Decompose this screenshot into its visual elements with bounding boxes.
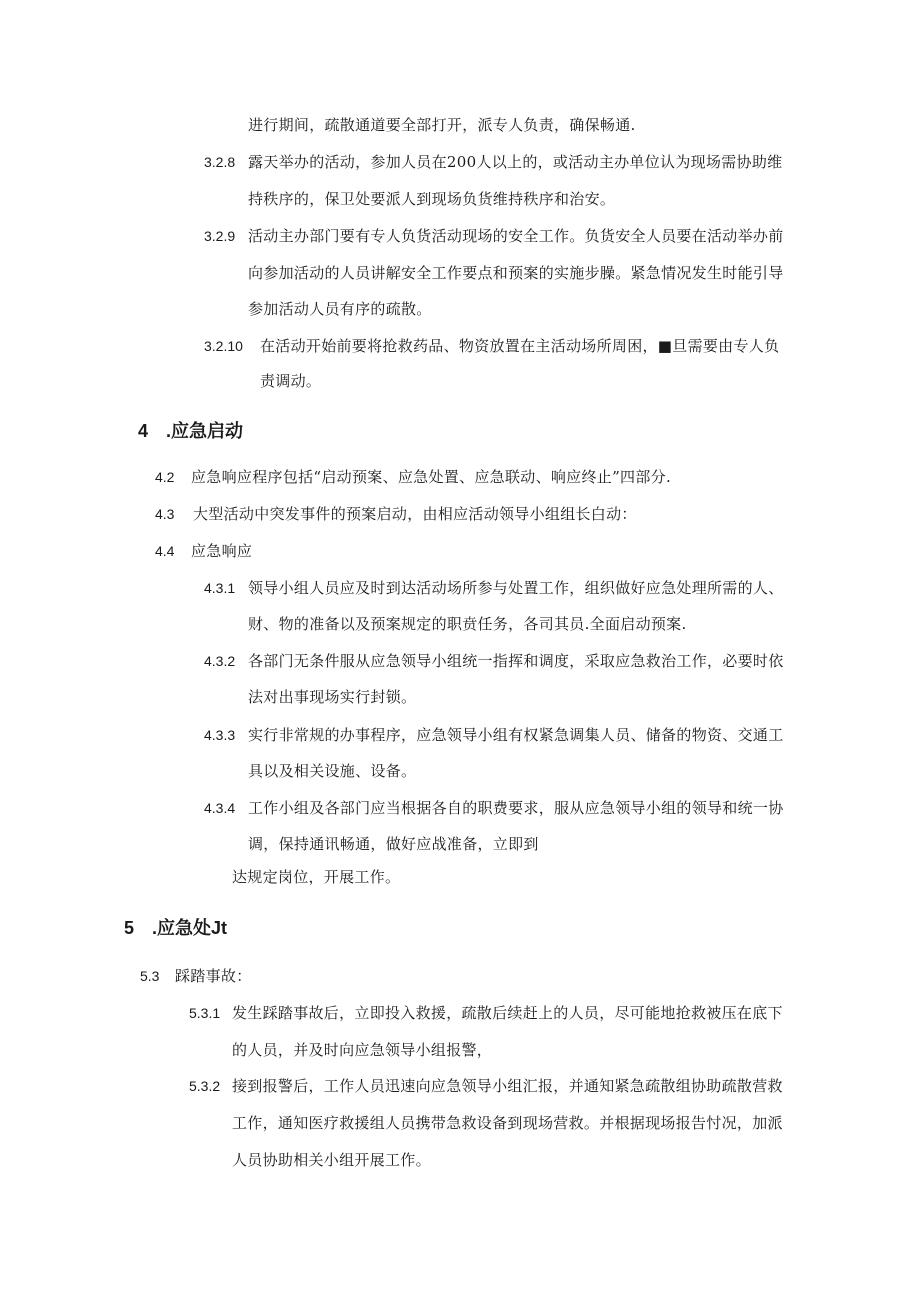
clause-5-3-text: 踩踏事故： bbox=[175, 967, 252, 985]
clause-4-3-3-line-2: 具以及相关设施、设备。 bbox=[248, 762, 417, 780]
clause-number-4-2: 4.2 bbox=[155, 469, 175, 485]
clause-4-4-text: 应急响应 bbox=[191, 542, 253, 560]
clause-4-3-4-line-3: 达规定岗位，开展工作。 bbox=[232, 868, 401, 886]
clause-number-3-2-9: 3.2.9 bbox=[204, 228, 236, 244]
clause-3-2-10-line-2: 责调动。 bbox=[260, 372, 322, 390]
clause-number-4-3: 4.3 bbox=[155, 506, 175, 522]
clause-number-4-4: 4.4 bbox=[155, 543, 175, 559]
clause-4-3-2-line-2: 法对出事现场实行封锁。 bbox=[248, 688, 417, 706]
clause-3-2-9-line-1: 活动主办部门要有专人负货活动现场的安全工作。负货安全人员要在活动举办前 bbox=[248, 227, 784, 245]
clause-number-4-3-1: 4.3.1 bbox=[204, 580, 236, 596]
clause-number-5-3: 5.3 bbox=[140, 968, 160, 984]
clause-number-4-3-4: 4.3.4 bbox=[204, 800, 236, 816]
clause-number-4-3-3: 4.3.3 bbox=[204, 727, 236, 743]
clause-number-4-3-2: 4.3.2 bbox=[204, 653, 236, 669]
clause-4-3-text: 大型活动中突发事件的预案启动，由相应活动领导小组组长白动： bbox=[193, 505, 637, 523]
clause-5-3-2-line-1: 接到报警后，工作人员迅速向应急领导小组汇报，并通知紧急疏散组协助疏散营救 bbox=[232, 1077, 783, 1095]
clause-5-3-2-line-3: 人员协助相关小组开展工作。 bbox=[232, 1151, 431, 1169]
clause-number-5-3-1: 5.3.1 bbox=[189, 1005, 221, 1021]
clause-3-2-9-line-3: 参加活动人员有序的疏散。 bbox=[248, 300, 432, 318]
clause-4-3-4-line-1: 工作小组及各部门应当根据各自的职费要求，服从应急领导小组的领导和统一协 bbox=[248, 799, 784, 817]
clause-4-3-3-line-1: 实行非常规的办事程序，应急领导小组有权紧急调集人员、储备的物资、交通工 bbox=[248, 726, 784, 744]
clause-5-3-1-line-1: 发生踩踏事故后，立即投入救援，疏散后续赶上的人员，尽可能地抢救被压在底下 bbox=[232, 1004, 783, 1022]
clause-number-3-2-10: 3.2.10 bbox=[204, 338, 243, 354]
clause-4-3-1-line-1: 领导小组人员应及时到达活动场所参与处置工作，组织做好应急处理所需的人、 bbox=[248, 579, 784, 597]
section-5-heading: 5 .应急处Jt bbox=[124, 918, 228, 938]
clause-number-5-3-2: 5.3.2 bbox=[189, 1078, 221, 1094]
clause-3-2-8-line-2: 持秩序的，保卫处要派人到现场负货维持秩序和治安。 bbox=[248, 190, 616, 208]
clause-3-2-9-line-2: 向参加活动的人员讲解安全工作要点和预案的实施步臊。紧急情况发生时能引导 bbox=[248, 264, 784, 282]
clause-5-3-2-line-2: 工作，通知医疗救援组人员携带急救设备到现场营救。并根据现场报告忖况，加派 bbox=[232, 1114, 783, 1132]
clause-number-3-2-8: 3.2.8 bbox=[204, 154, 236, 170]
section-4-heading: 4 .应急启动 bbox=[138, 421, 244, 441]
paragraph-continuation: 进行期间，疏散通道要全部打开，派专人负责，确保畅通. bbox=[248, 116, 636, 134]
clause-4-3-1-line-2: 财、物的准备以及预案规定的职贲任务，各司其员.全面启动预案. bbox=[248, 615, 687, 633]
clause-4-2-text: 应急响应程序包括“启动预案、应急处置、应急联动、响应终止”四部分. bbox=[191, 468, 672, 486]
clause-4-3-2-line-1: 各部门无条件服从应急领导小组统一指挥和调度，采取应急救治工作，必要时依 bbox=[248, 652, 784, 670]
clause-3-2-10-line-1: 在活动开始前要将抢救药品、物资放置在主活动场所周困，■旦需要由专人负 bbox=[260, 337, 780, 355]
clause-4-3-4-line-2: 调，保持通讯畅通，做好应战准备，立即到 bbox=[248, 835, 539, 853]
clause-5-3-1-line-2: 的人员，并及时向应急领导小组报警， bbox=[232, 1041, 493, 1059]
clause-3-2-8-line-1: 露天举办的活动，参加人员在200人以上的，或活动主办单位认为现场需协助维 bbox=[248, 153, 783, 171]
